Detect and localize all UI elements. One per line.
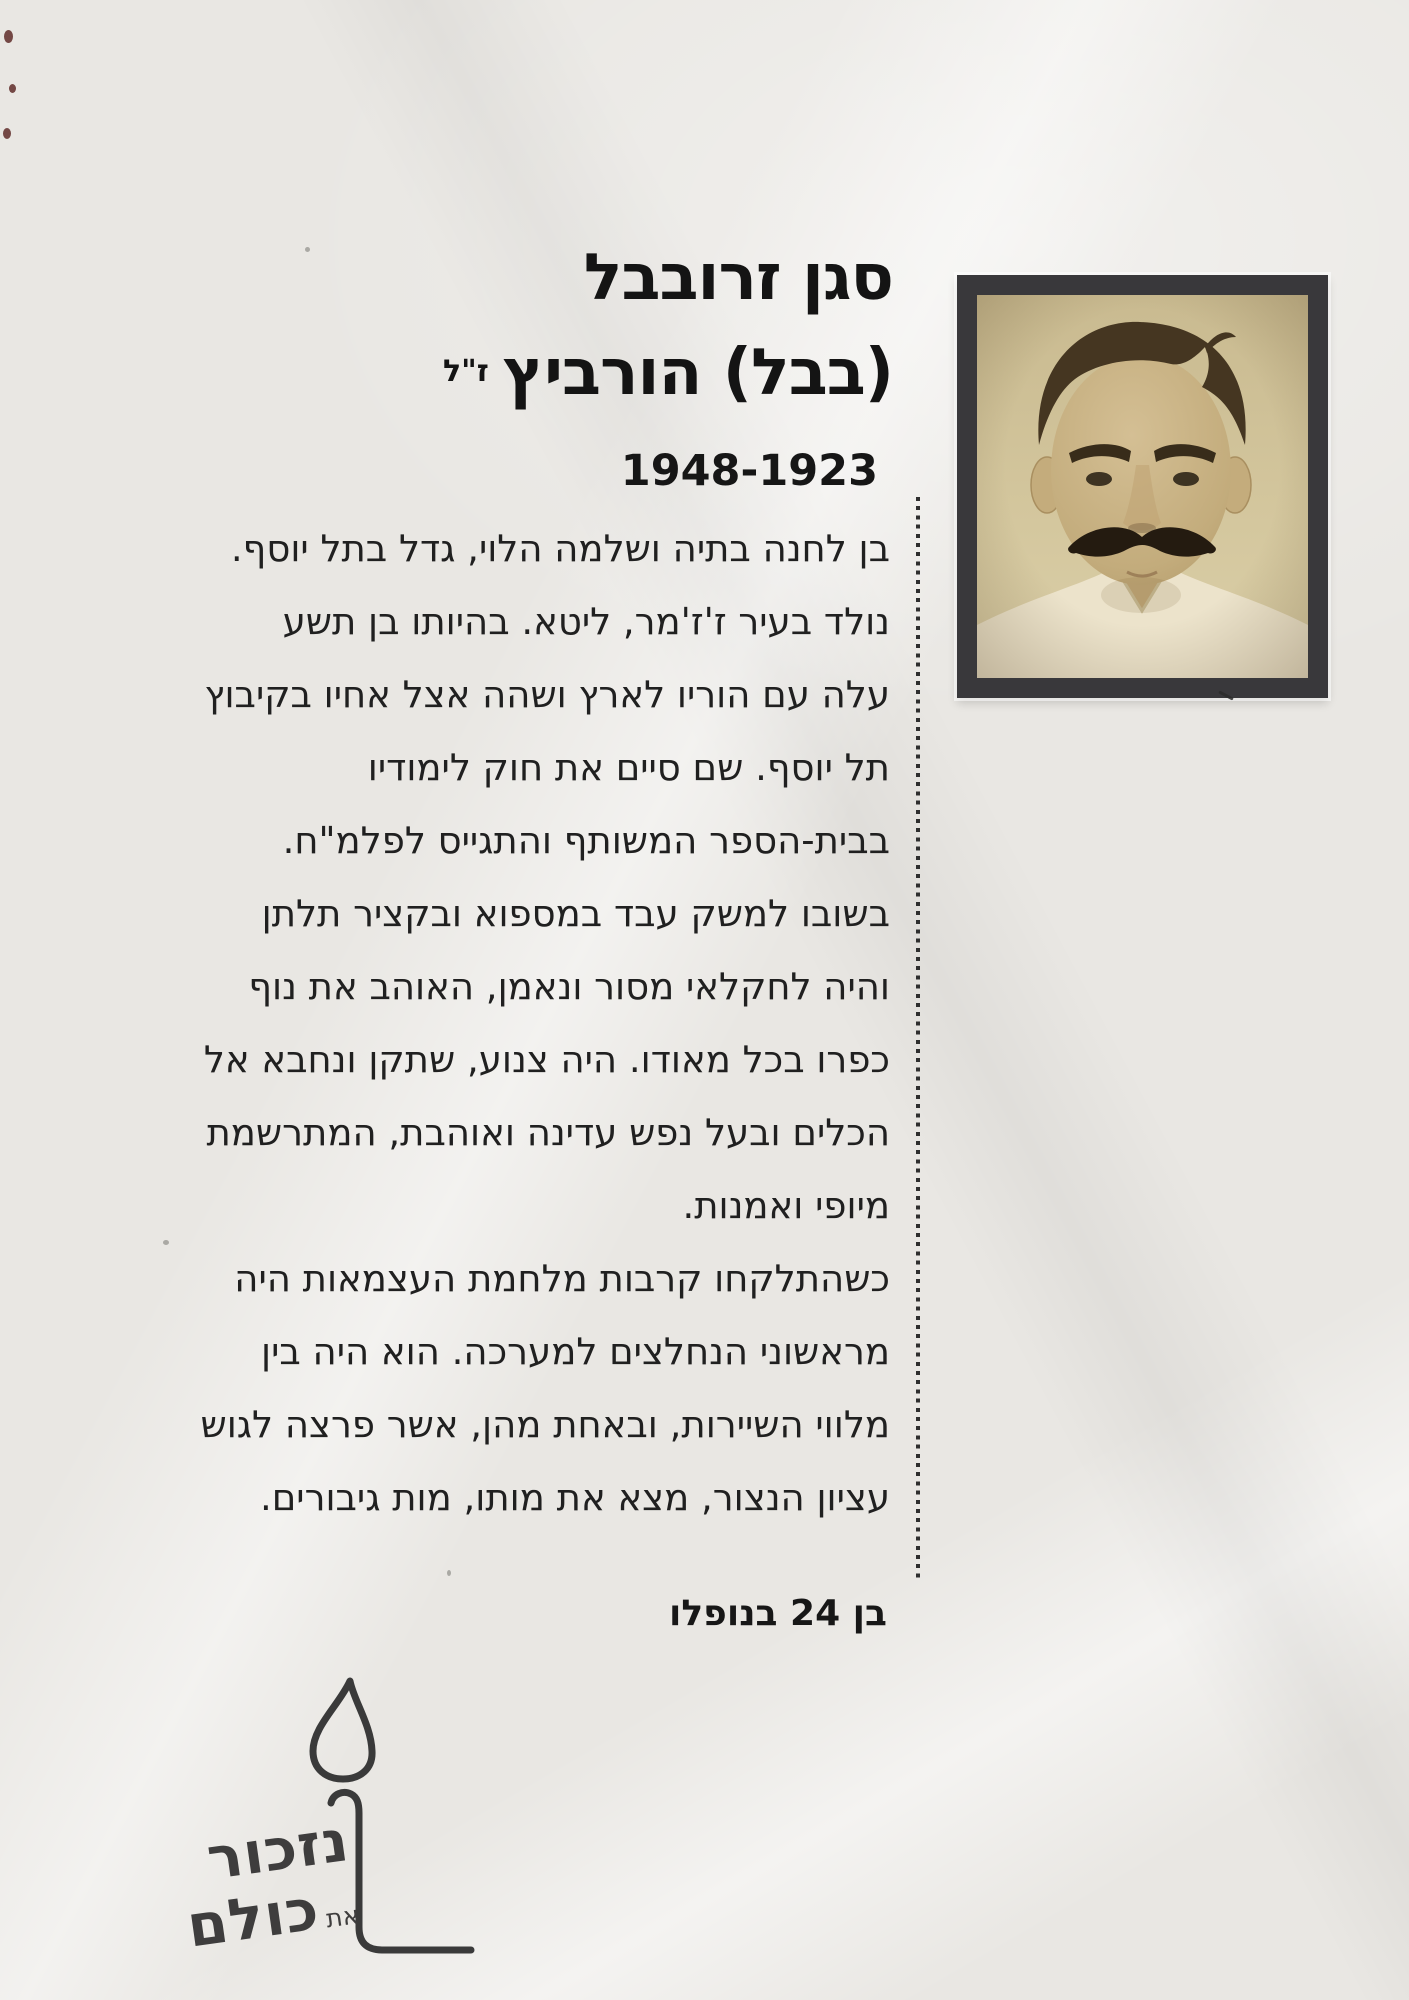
bio-line: כפרו בכל מאודו. היה צנוע, שתקן ונחבא אל — [203, 1038, 890, 1081]
flame-icon — [313, 1681, 372, 1779]
bio-line: מלווי השיירות, ובאחת מהן, אשר פרצה לגוש — [200, 1403, 890, 1446]
biography — [200, 512, 890, 1534]
logo-word-nizkor: נזכור — [202, 1806, 354, 1894]
bio-line: תל יוסף. שם סיים את חוק לימודיו — [367, 746, 890, 789]
bio-line: כשהתלקחו קרבות מלחמת העצמאות היה — [234, 1257, 890, 1300]
honorific: ז"ל — [442, 354, 489, 389]
bio-line: בן לחנה בתיה ושלמה הלוי, גדל בתל יוסף. — [230, 527, 890, 570]
bio-line: בבית-הספר המשותף והתגייס לפלמ"ח. — [282, 819, 890, 862]
bio-line: והיה לחקלאי מסור ונאמן, האוהב את נוף — [248, 965, 890, 1008]
page-title — [443, 231, 893, 420]
paper-speck — [163, 1240, 169, 1245]
bio-line: הכלים ובעל נפש עדינה ואוהבת, המתרשמת — [206, 1111, 890, 1154]
paper-stain — [9, 84, 16, 93]
title-rank-name: סגן זרובבל — [583, 241, 893, 315]
paper-stain — [3, 128, 11, 139]
paper-speck — [447, 1570, 451, 1576]
life-years: 1948-1923 — [620, 446, 878, 496]
bio-line: בשובו למשק עבד במספוא ובקציר תלתן — [261, 892, 890, 935]
photo-vignette — [977, 295, 1308, 678]
paper-stain — [4, 30, 13, 43]
title-block — [443, 231, 893, 420]
bio-line: עלה עם הוריו לארץ ושהה אצל אחיו בקיבוץ — [204, 673, 890, 716]
bio-line: נולד בעיר ז'ז'מר, ליטא. בהיותו בן תשע — [282, 600, 890, 643]
bio-line: מיופי ואמנות. — [682, 1184, 890, 1227]
dotted-divider-line — [916, 497, 920, 1580]
portrait-photo-frame — [957, 275, 1328, 698]
title-surname: (בבל) הורביץ — [502, 336, 893, 410]
logo-word-et: את — [324, 1900, 361, 1934]
bio-line: מראשוני הנחלצים למערכה. הוא היה בין — [261, 1330, 890, 1373]
bio-line: עציון הנצור, מצא את מותו, מות גיבורים. — [259, 1476, 890, 1519]
portrait-photo — [977, 295, 1308, 678]
paper-speck — [305, 247, 310, 252]
age-caption: בן 24 בנופלו — [669, 1593, 887, 1634]
logo-word-kulam: כולם — [182, 1874, 324, 1961]
